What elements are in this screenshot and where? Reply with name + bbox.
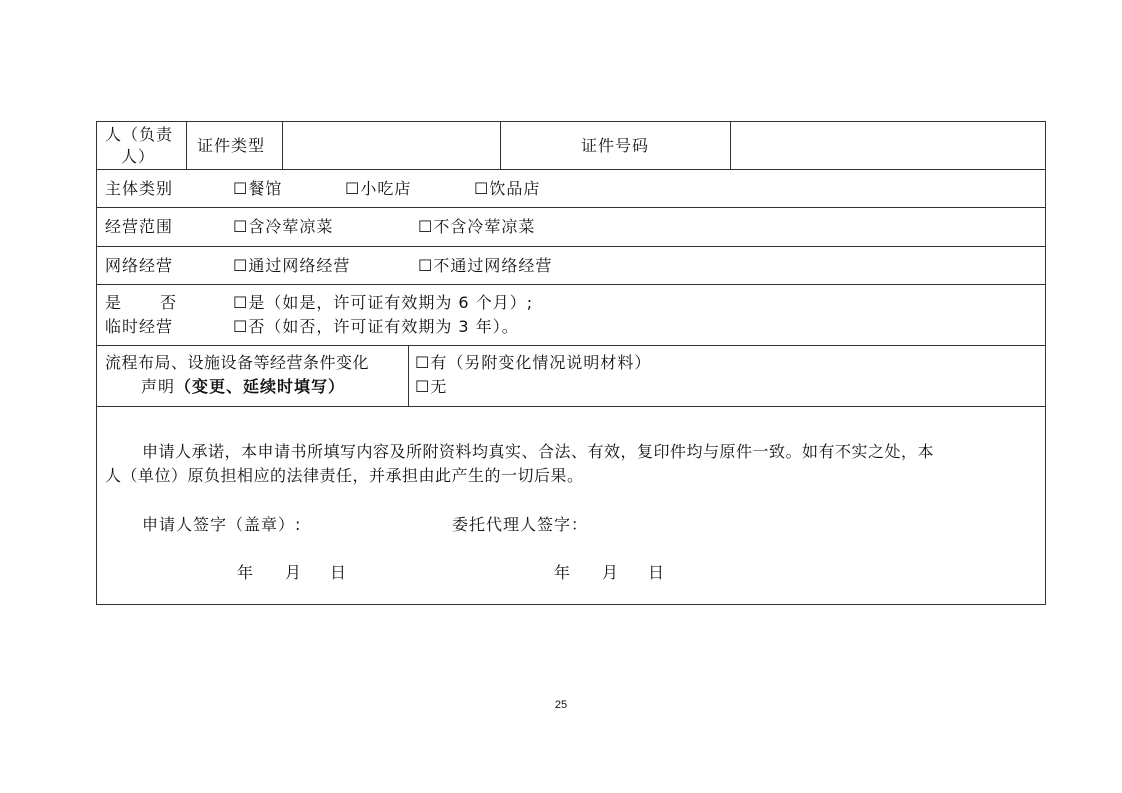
cert-no-label-cell (501, 122, 731, 169)
row-business-scope (96, 208, 1046, 247)
condition-option-yes[interactable] (415, 352, 651, 374)
condition-option-no[interactable] (415, 376, 447, 398)
declaration-line2: 人（单位）原负担相应的法律责任，并承担由此产生的一切后果。 (105, 466, 584, 485)
agent-date-year: 年 (554, 563, 572, 582)
cert-no-field[interactable] (731, 122, 1045, 169)
condition-change-label-bold: （变更、延续时填写） (175, 377, 346, 396)
checkbox-icon: ☐ (415, 377, 431, 396)
checkbox-icon: ☐ (418, 256, 434, 275)
applicant-date-month: 月 (285, 563, 303, 582)
option-label: 饮品店 (489, 179, 541, 198)
checkbox-icon: ☐ (233, 217, 249, 236)
subject-type-label: 主体类别 (105, 179, 174, 198)
checkbox-icon: ☐ (415, 353, 431, 372)
subject-option-restaurant[interactable] (233, 178, 282, 200)
agent-signature-label: 委托代理人签字： (452, 515, 589, 534)
row-declaration (96, 407, 1046, 605)
temporary-label-fou: 否 (159, 293, 177, 312)
option-label: 餐馆 (248, 179, 283, 198)
checkbox-icon: ☐ (474, 179, 490, 198)
applicant-date-day: 日 (330, 563, 348, 582)
declaration-line1: 申请人承诺，本申请书所填写内容及所附资料均真实、合法、有效，复印件均与原件一致。如有不实之处，本 (142, 442, 935, 461)
page-number: 25 (554, 699, 568, 711)
identity-label-line1: 人（负责 (105, 125, 174, 144)
condition-change-label-normal: 声明 (141, 377, 176, 396)
option-label: 小吃店 (360, 179, 412, 198)
temporary-label-shi: 是 (105, 293, 123, 312)
temporary-label-line1 (105, 292, 177, 314)
scope-option-with-cold-dishes[interactable] (233, 216, 333, 238)
row-temporary-business (96, 285, 1046, 346)
checkbox-icon: ☐ (345, 179, 361, 198)
option-label: 不含冷荤凉菜 (433, 217, 536, 236)
cert-type-field[interactable] (283, 122, 501, 169)
checkbox-icon: ☐ (233, 293, 249, 312)
row-subject-type (96, 170, 1046, 208)
condition-change-label-line2 (141, 376, 345, 398)
checkbox-icon: ☐ (233, 179, 249, 198)
online-option-yes[interactable] (233, 255, 350, 277)
business-scope-label: 经营范围 (105, 217, 174, 236)
condition-change-label-line1: 流程布局、设施设备等经营条件变化 (105, 353, 370, 372)
agent-date-month: 月 (602, 563, 620, 582)
cert-type-label-cell (187, 122, 283, 169)
subject-option-snack-shop[interactable] (345, 178, 411, 200)
checkbox-icon: ☐ (233, 317, 249, 336)
agent-date-day: 日 (648, 563, 666, 582)
checkbox-icon: ☐ (233, 256, 249, 275)
checkbox-icon: ☐ (418, 217, 434, 236)
condition-change-label-cell (97, 346, 409, 406)
option-label: 无 (430, 377, 448, 396)
option-label: 有（另附变化情况说明材料） (430, 353, 652, 372)
option-label: 否（如否，许可证有效期为 3 年）。 (248, 317, 519, 336)
temporary-option-yes[interactable] (233, 292, 533, 314)
applicant-date-year: 年 (237, 563, 255, 582)
option-label: 通过网络经营 (248, 256, 351, 275)
scope-option-without-cold-dishes[interactable] (418, 216, 535, 238)
option-label: 含冷荤凉菜 (248, 217, 334, 236)
option-label: 不通过网络经营 (433, 256, 553, 275)
temporary-label-line2: 临时经营 (105, 317, 174, 336)
identity-label-cell (97, 122, 187, 169)
option-label: 是（如是，许可证有效期为 6 个月）; (248, 293, 534, 312)
online-option-no[interactable] (418, 255, 552, 277)
subject-option-drink-shop[interactable] (474, 178, 540, 200)
identity-label-line2: 人） (121, 147, 156, 166)
row-online-business (96, 247, 1046, 285)
temporary-option-no[interactable] (233, 316, 519, 338)
cert-no-label: 证件号码 (581, 136, 650, 155)
row-condition-change (96, 346, 1046, 407)
applicant-signature-label: 申请人签字（盖章）: (142, 515, 302, 534)
cert-type-label: 证件类型 (197, 136, 266, 155)
row-identity (96, 121, 1046, 170)
online-business-label: 网络经营 (105, 256, 174, 275)
condition-change-options-cell (409, 346, 1045, 406)
